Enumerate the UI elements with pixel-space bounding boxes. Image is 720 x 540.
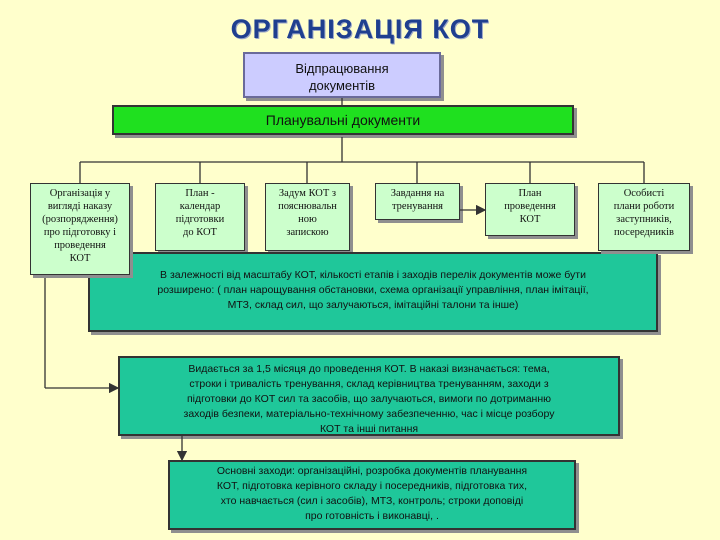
note-line: КОТ, підготовка керівного складу і посередників, підготовка тих, bbox=[216, 480, 528, 492]
note-line: розширено: ( план нарощування обстановки, схема організації управління, план імітації, bbox=[157, 284, 589, 296]
doc-line: пояснювальн bbox=[278, 201, 337, 212]
note-line: Видається за 1,5 місяця до проведення КОТ. В наказі визначається: тема, bbox=[188, 363, 550, 375]
document-personal-plans bbox=[598, 183, 690, 251]
doc-line: вигляді наказу bbox=[47, 201, 113, 212]
main-measures-box bbox=[168, 460, 576, 530]
note-line: МТЗ, склад сил, що залучаються, імітаційні талони та інше) bbox=[227, 299, 519, 311]
doc-line: Організація у bbox=[49, 188, 111, 199]
note-line: заходів безпеки, матеріально-технічному забезпеченню, час і місце розбору bbox=[183, 408, 555, 420]
note-line: хто навчається (сил і засобів), МТЗ, контроль; строки доповіді bbox=[220, 495, 524, 507]
page-title: ОРГАНІЗАЦІЯ КОТ bbox=[230, 14, 490, 44]
note-line: про готовність і виконавці, . bbox=[305, 510, 439, 522]
scope-note-box bbox=[88, 252, 658, 332]
doc-line: Завдання на bbox=[390, 188, 445, 199]
top-box bbox=[243, 52, 441, 98]
document-training-task bbox=[375, 183, 460, 220]
top-box-line: Відпрацювання bbox=[295, 61, 389, 76]
doc-line: КОТ bbox=[69, 253, 91, 264]
doc-line: ною bbox=[298, 214, 317, 225]
doc-line: КОТ bbox=[519, 214, 541, 225]
note-line: підготовки до КОТ сил та засобів, що залучаються, вимоги по дотриманню bbox=[186, 393, 552, 405]
planning-documents-bar: Планувальні документи bbox=[112, 105, 574, 135]
note-line: КОТ та інші питання bbox=[319, 423, 419, 435]
top-box-line: документів bbox=[308, 78, 376, 93]
doc-line: проведення bbox=[54, 240, 106, 251]
doc-line: (розпорядження) bbox=[42, 214, 118, 225]
document-order bbox=[30, 183, 130, 275]
doc-line: підготовки bbox=[175, 214, 225, 225]
doc-line: План - bbox=[185, 188, 215, 199]
note-line: Основні заходи: організаційні, розробка документів планування bbox=[216, 465, 528, 477]
order-details-box bbox=[118, 356, 620, 436]
doc-line: календар bbox=[179, 201, 221, 212]
note-line: В залежності від масштабу КОТ, кількості етапів і заходів перелік документів може бути bbox=[160, 269, 586, 281]
doc-line: проведення bbox=[504, 201, 556, 212]
doc-line: запискою bbox=[286, 227, 329, 238]
doc-line: Задум КОТ з bbox=[278, 188, 337, 199]
document-calendar-plan bbox=[155, 183, 245, 251]
doc-line: План bbox=[518, 188, 542, 199]
doc-line: про підготовку і bbox=[43, 227, 117, 238]
doc-line: тренування bbox=[391, 201, 444, 212]
doc-line: заступників, bbox=[616, 214, 672, 225]
note-line: строки і тривалість тренування, склад керівництва тренуванням, заходи з bbox=[189, 378, 549, 390]
doc-line: Особисті bbox=[623, 188, 665, 199]
doc-line: до КОТ bbox=[183, 227, 217, 238]
doc-line: посередників bbox=[614, 227, 674, 238]
document-conduct-plan bbox=[485, 183, 575, 236]
document-concept-note bbox=[265, 183, 350, 251]
doc-line: плани роботи bbox=[613, 201, 675, 212]
